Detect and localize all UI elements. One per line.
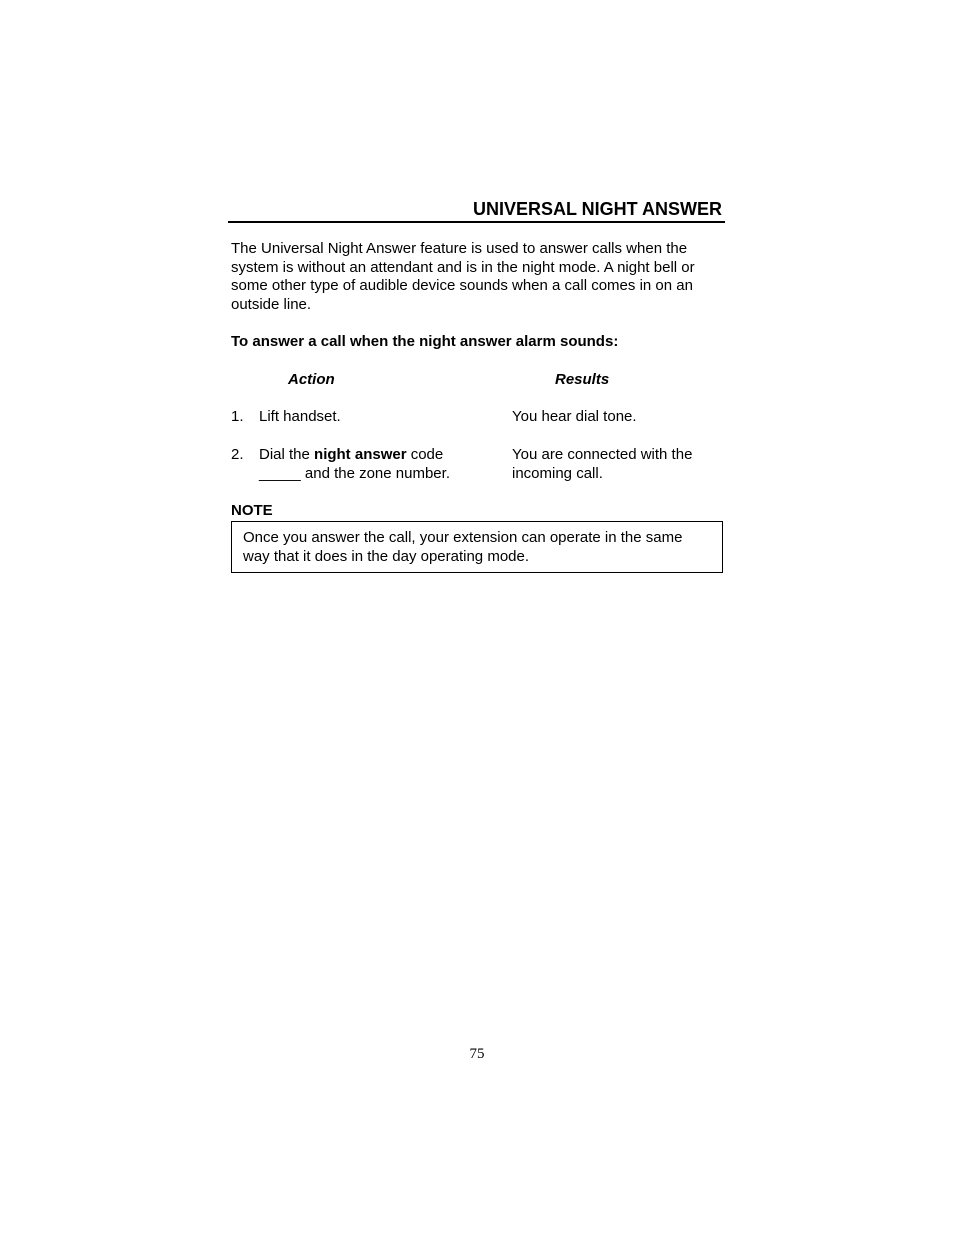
step-2-action-suffix: code _____ and the zone number. bbox=[259, 446, 450, 482]
note-text: Once you answer the call, your extension can operate in the same way that it does in the day operating mode. bbox=[243, 529, 683, 565]
step-1-action: Lift handset. bbox=[259, 408, 341, 425]
step-2-number: 2. bbox=[231, 446, 244, 463]
note-label: NOTE bbox=[231, 502, 273, 519]
title-rule bbox=[228, 221, 725, 223]
step-2-action-bold: night answer bbox=[314, 446, 407, 463]
page-number: 75 bbox=[469, 1046, 485, 1062]
column-header-action: Action bbox=[288, 371, 335, 388]
procedure-instruction: To answer a call when the night answer alarm sounds: bbox=[231, 333, 619, 350]
step-2-action-prefix: Dial the bbox=[259, 446, 315, 463]
step-1-result: You hear dial tone. bbox=[512, 408, 637, 425]
note-box bbox=[231, 521, 723, 573]
column-header-results: Results bbox=[555, 371, 610, 388]
step-1-number: 1. bbox=[231, 408, 244, 425]
section-title: UNIVERSAL NIGHT ANSWER bbox=[472, 199, 722, 219]
step-2-result: You are connected with the incoming call. bbox=[512, 446, 693, 482]
step-2-action bbox=[259, 446, 489, 483]
intro-paragraph: The Universal Night Answer feature is used to answer calls when the system is without an attendant and is in the night mode. A night bell or some other type of audible device sounds when a call comes in on an outside line. bbox=[231, 240, 695, 313]
